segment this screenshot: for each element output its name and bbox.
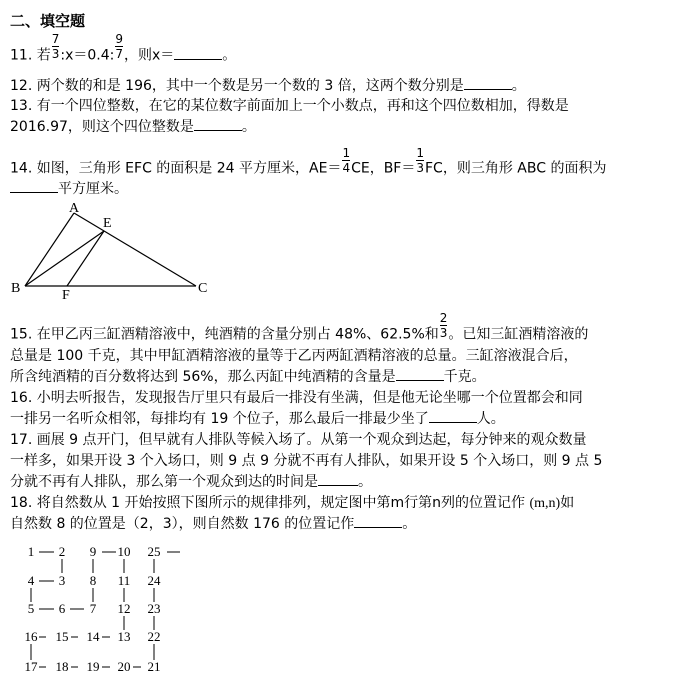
question-12: 12. 两个数的和是 196，其中一个数是另一个数的 3 倍，这两个数分别是 。: [10, 78, 526, 94]
grid-number: 18: [55, 659, 69, 674]
grid-number: 14: [86, 629, 100, 644]
question-18-line-1: 18. 将自然数从 1 开始按照下图所示的规律排列，规定图中第m行第n列的位置记作 (m,n)如: [10, 495, 575, 511]
label-e: E: [103, 216, 112, 231]
grid-number: 2: [58, 544, 66, 559]
segment-ba: [25, 213, 74, 286]
q11-text-b: :x＝0.4:: [60, 47, 115, 64]
segment-ef: [67, 231, 104, 286]
q18-mn-notation: (m,n): [529, 496, 561, 511]
q11-fraction-2: $\frac{9}{7}$: [115, 32, 123, 61]
grid-number: 22: [147, 629, 161, 644]
q16-answer-blank[interactable]: [429, 410, 477, 423]
q11-answer-blank[interactable]: [174, 47, 222, 60]
q11-text-a: 11. 若: [10, 47, 51, 64]
grid-number: 17: [24, 659, 38, 674]
q14-answer-blank[interactable]: [10, 180, 58, 193]
grid-number: 6: [58, 601, 66, 616]
q11-fraction-1: $\frac{7}{3}$: [51, 32, 60, 61]
label-a: A: [69, 201, 80, 216]
question-16-line-1: 16. 小明去听报告，发现报告厅里只有最后一排没有坐满，但是他无论坐哪一个位置都会和同: [10, 390, 583, 406]
grid-number: 10: [117, 544, 131, 559]
grid-number: 15: [55, 629, 69, 644]
segment-be: [25, 231, 104, 286]
label-c: C: [198, 281, 208, 296]
question-17-line-2: 一样多，如果开设 3 个入场口，则 9 点 9 分就不再有人排队，如果开设 5 个入场口，则 9 点 5: [10, 453, 603, 469]
grid-number: 25: [147, 544, 161, 559]
grid-number: 13: [117, 629, 131, 644]
q17-answer-blank[interactable]: [318, 473, 358, 486]
question-14-line-1: 14. 如图，三角形 EFC 的面积是 24 平方厘米，AE＝ $\frac{1}{4}$ CE，BF＝ $\frac{1}{3}$ FC，则三角形 ABC 的面积为: [10, 146, 607, 177]
grid-number: 7: [89, 601, 97, 616]
grid-number: 3: [58, 573, 66, 588]
grid-number: 21: [147, 659, 161, 674]
question-13-line-2: 2016.97，则这个四位整数是 。: [10, 119, 256, 135]
triangle-figure: [8, 198, 218, 304]
q13-answer-blank[interactable]: [194, 118, 242, 131]
grid-number: 16: [24, 629, 38, 644]
q15-fraction: $\frac{2}{3}$: [439, 311, 448, 340]
grid-number: 23: [147, 601, 161, 616]
question-15-line-3: 所含纯酒精的百分数将达到 56%，那么丙缸中纯酒精的含量是 千克。: [10, 369, 486, 385]
q11-text-c: ，则x＝: [123, 47, 175, 64]
question-11: 11. 若 $\frac{7}{3}$ :x＝0.4: $\frac{9}{7}$ ，则x＝ 。: [10, 32, 237, 64]
question-18-line-2: 自然数 8 的位置是（2，3），则自然数 176 的位置记作 。: [10, 516, 417, 532]
question-13-line-1: 13. 有一个四位整数，在它的某位数字前面加上一个小数点，再和这个四位数相加，得数是: [10, 98, 569, 114]
question-17-line-1: 17. 画展 9 点开门，但早就有人排队等候入场了。从第一个观众到达起，每分钟来的观众数量: [10, 432, 587, 448]
question-16-line-2: 一排另一名听众相邻，每排均有 19 个位子，那么最后一排最少坐了 人。: [10, 411, 505, 427]
question-14-line-2: 平方厘米。: [10, 180, 128, 198]
question-15-line-1: 15. 在甲乙丙三缸酒精溶液中，纯酒精的含量分别占 48%、62.5%和 $\frac{2}{3}$ 。已知三缸酒精溶液的: [10, 311, 589, 343]
grid-number: 12: [117, 601, 131, 616]
number-spiral-grid: [20, 540, 200, 685]
grid-number: 19: [86, 659, 100, 674]
q14-fraction-1: $\frac{1}{4}$: [342, 146, 351, 175]
q12-answer-blank[interactable]: [464, 77, 512, 90]
label-b: B: [11, 281, 21, 296]
question-15-line-2: 总量是 100 千克，其中甲缸酒精溶液的量等于乙丙两缸酒精溶液的总量。三缸溶液混合后，: [10, 348, 578, 364]
q15-answer-blank[interactable]: [396, 368, 444, 381]
question-17-line-3: 分就不再有人排队，那么第一个观众到达的时间是 。: [10, 474, 372, 490]
grid-number: 20: [117, 659, 131, 674]
segment-ac: [74, 213, 196, 286]
section-title: 二、填空题: [10, 12, 86, 30]
grid-number: 9: [89, 544, 97, 559]
grid-number: 4: [27, 573, 35, 588]
grid-number: 1: [27, 544, 35, 559]
grid-number: 24: [147, 573, 161, 588]
grid-number: 5: [27, 601, 35, 616]
grid-number: 11: [117, 573, 131, 588]
label-f: F: [62, 288, 70, 303]
q18-answer-blank[interactable]: [354, 515, 402, 528]
q14-fraction-2: $\frac{1}{3}$: [416, 146, 424, 175]
grid-number: 8: [89, 573, 97, 588]
